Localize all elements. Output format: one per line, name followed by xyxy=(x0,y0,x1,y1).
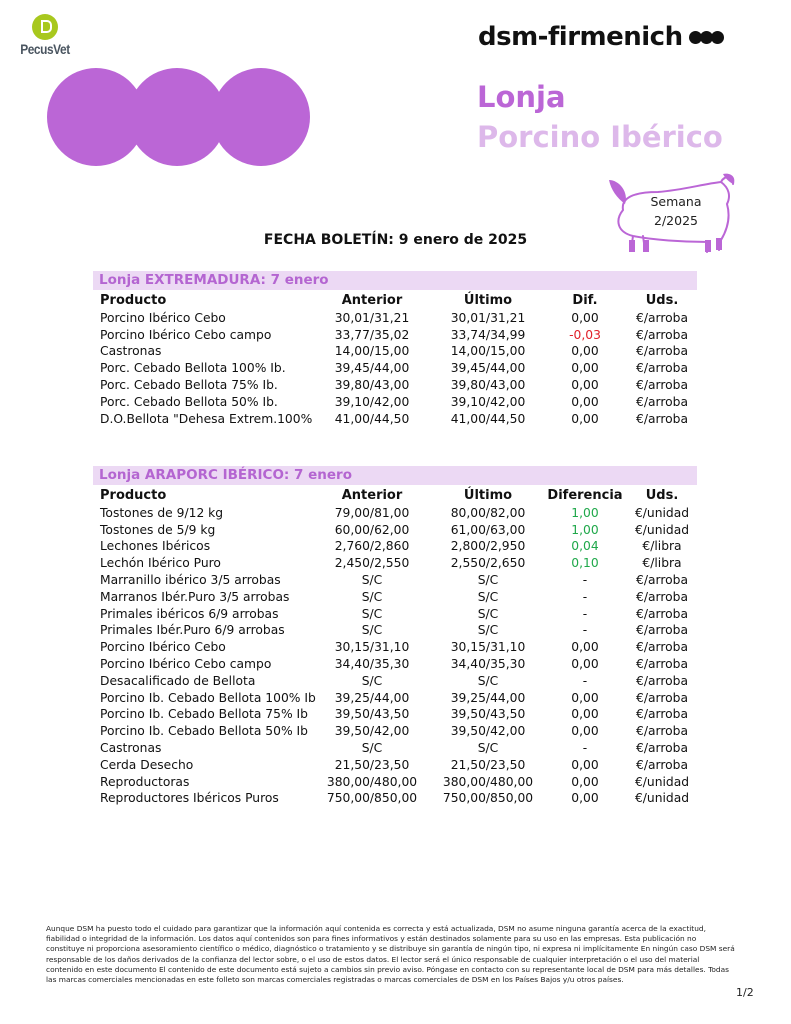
cell-latest: S/C xyxy=(477,589,499,604)
cell-units: €/libra xyxy=(642,556,682,571)
cell-previous: S/C xyxy=(361,572,383,587)
cell-previous: 21,50/23,50 xyxy=(334,757,410,772)
cell-previous: 380,00/480,00 xyxy=(326,774,418,789)
cell-previous: 2,450/2,550 xyxy=(334,556,410,571)
table-row xyxy=(100,572,700,589)
cell-units: €/arroba xyxy=(636,572,688,587)
cell-units: €/arroba xyxy=(636,394,688,409)
cell-latest: 21,50/23,50 xyxy=(450,757,526,772)
table-row xyxy=(100,690,700,707)
table-row xyxy=(100,411,700,428)
cell-units: €/arroba xyxy=(636,707,688,722)
cell-difference: - xyxy=(582,673,588,688)
price-table-araporc xyxy=(100,488,700,807)
cell-latest: 41,00/44,50 xyxy=(450,411,526,426)
section-header-extremadura xyxy=(93,271,697,290)
cell-units: €/unidad xyxy=(634,774,690,789)
table-header-row xyxy=(100,488,700,505)
cell-latest: S/C xyxy=(477,572,499,587)
section-title: Lonja ARAPORC IBÉRICO: 7 enero xyxy=(99,467,352,483)
pecusvet-logo-text: PecusVet xyxy=(20,41,70,57)
cell-previous: 39,50/43,50 xyxy=(334,707,410,722)
cell-product: Porcino Ib. Cebado Bellota 50% Ib xyxy=(100,724,308,739)
cell-product: Porcino Ib. Cebado Bellota 100% Ib xyxy=(100,690,316,705)
cell-previous: 39,10/42,00 xyxy=(334,394,410,409)
cell-difference: 0,00 xyxy=(571,690,599,705)
cell-product: Porcino Ibérico Cebo xyxy=(100,640,226,655)
cell-difference: 0,00 xyxy=(571,724,599,739)
table-row xyxy=(100,377,700,394)
cell-units: €/arroba xyxy=(636,673,688,688)
cell-units: €/arroba xyxy=(636,656,688,671)
cell-previous: 39,45/44,00 xyxy=(334,361,410,376)
cell-latest: S/C xyxy=(477,673,499,688)
table-row xyxy=(100,706,700,723)
cell-latest: 380,00/480,00 xyxy=(442,774,534,789)
cell-difference: - xyxy=(582,740,588,755)
table-row xyxy=(100,639,700,656)
table-row xyxy=(100,522,700,539)
cell-latest: 33,74/34,99 xyxy=(450,327,526,342)
cell-product: Marranos Ibér.Puro 3/5 arrobas xyxy=(100,589,290,604)
cell-units: €/arroba xyxy=(636,361,688,376)
cell-difference: 0,00 xyxy=(571,774,599,789)
column-header-difference: Diferencia xyxy=(547,488,623,503)
column-header-product: Producto xyxy=(100,293,167,308)
cell-units: €/unidad xyxy=(634,522,690,537)
cell-units: €/arroba xyxy=(636,724,688,739)
cell-units: €/arroba xyxy=(636,640,688,655)
cell-previous: 79,00/81,00 xyxy=(334,505,410,520)
cell-product: Porc. Cebado Bellota 50% Ib. xyxy=(100,394,278,409)
cell-previous: 60,00/62,00 xyxy=(334,522,410,537)
pecusvet-logo xyxy=(14,14,76,57)
column-header-units: Uds. xyxy=(645,488,679,503)
pecusvet-mark-icon xyxy=(32,14,58,40)
cell-product: Porcino Ibérico Cebo xyxy=(100,310,226,325)
cell-previous: S/C xyxy=(361,589,383,604)
cell-units: €/arroba xyxy=(636,740,688,755)
cell-units: €/arroba xyxy=(636,310,688,325)
table-row xyxy=(100,343,700,360)
column-header-previous: Anterior xyxy=(341,488,403,503)
cell-latest: 14,00/15,00 xyxy=(450,344,526,359)
cell-difference: 0,00 xyxy=(571,310,599,325)
cell-difference: -0,03 xyxy=(569,327,601,342)
cell-product: Primales Ibér.Puro 6/9 arrobas xyxy=(100,623,285,638)
cell-units: €/arroba xyxy=(636,690,688,705)
cell-difference: 0,10 xyxy=(571,556,599,571)
cell-product: Primales ibéricos 6/9 arrobas xyxy=(100,606,279,621)
cell-latest: 39,45/44,00 xyxy=(450,361,526,376)
cell-difference: 0,00 xyxy=(571,656,599,671)
cell-difference: - xyxy=(582,589,588,604)
page-title: Lonja xyxy=(477,80,566,114)
cell-previous: 14,00/15,00 xyxy=(334,344,410,359)
table-row xyxy=(100,310,700,327)
table-row xyxy=(100,673,700,690)
cell-previous: 30,01/31,21 xyxy=(334,310,410,325)
cell-product: Castronas xyxy=(100,344,162,359)
cell-product: Porcino Ibérico Cebo campo xyxy=(100,327,272,342)
cell-previous: 33,77/35,02 xyxy=(334,327,410,342)
week-value: 2/2025 xyxy=(654,213,698,228)
cell-units: €/arroba xyxy=(636,757,688,772)
cell-previous: S/C xyxy=(361,740,383,755)
cell-product: Desacalificado de Bellota xyxy=(100,673,256,688)
cell-difference: - xyxy=(582,623,588,638)
cell-previous: 39,25/44,00 xyxy=(334,690,410,705)
cell-difference: 1,00 xyxy=(571,505,599,520)
table-row xyxy=(100,505,700,522)
cell-difference: 0,00 xyxy=(571,757,599,772)
cell-latest: 750,00/850,00 xyxy=(442,791,534,806)
cell-previous: 39,80/43,00 xyxy=(334,377,410,392)
cell-previous: S/C xyxy=(361,623,383,638)
cell-latest: 30,15/31,10 xyxy=(450,640,526,655)
cell-difference: 0,00 xyxy=(571,640,599,655)
cell-product: Lechón Ibérico Puro xyxy=(100,556,221,571)
cell-latest: S/C xyxy=(477,606,499,621)
table-row xyxy=(100,538,700,555)
cell-product: Tostones de 5/9 kg xyxy=(100,522,216,537)
cell-previous: 41,00/44,50 xyxy=(334,411,410,426)
cell-product: Porc. Cebado Bellota 100% Ib. xyxy=(100,361,286,376)
page-subtitle: Porcino Ibérico xyxy=(477,120,723,154)
cell-previous: 34,40/35,30 xyxy=(334,656,410,671)
cell-latest: 39,80/43,00 xyxy=(450,377,526,392)
table-row xyxy=(100,774,700,791)
cell-latest: 2,550/2,650 xyxy=(450,556,526,571)
column-header-latest: Último xyxy=(463,293,513,308)
table-row xyxy=(100,622,700,639)
cell-product: Lechones Ibéricos xyxy=(100,539,211,554)
logo-dot-icon xyxy=(711,31,724,44)
cell-difference: 0,00 xyxy=(571,411,599,426)
cell-difference: 0,00 xyxy=(571,344,599,359)
cell-difference: - xyxy=(582,572,588,587)
column-header-previous: Anterior xyxy=(341,293,403,308)
dsm-firmenich-logo xyxy=(478,22,724,52)
section-title: Lonja EXTREMADURA: 7 enero xyxy=(99,272,329,288)
cell-difference: - xyxy=(582,606,588,621)
cell-product: Marranillo ibérico 3/5 arrobas xyxy=(100,572,281,587)
cell-units: €/arroba xyxy=(636,606,688,621)
cell-product: Cerda Desecho xyxy=(100,757,194,772)
cell-previous: 39,50/42,00 xyxy=(334,724,410,739)
week-badge xyxy=(640,192,712,230)
table-row xyxy=(100,360,700,377)
section-header-araporc xyxy=(93,466,697,485)
dsm-logo-text: dsm-firmenich xyxy=(478,22,683,52)
cell-difference: 0,04 xyxy=(571,539,599,554)
cell-previous: 30,15/31,10 xyxy=(334,640,410,655)
cell-latest: 39,10/42,00 xyxy=(450,394,526,409)
cell-product: D.O.Bellota "Dehesa Extrem.100% xyxy=(100,411,313,426)
cell-difference: 0,00 xyxy=(571,361,599,376)
cell-product: Porc. Cebado Bellota 75% Ib. xyxy=(100,377,278,392)
price-table-extremadura xyxy=(100,293,700,427)
table-row xyxy=(100,555,700,572)
table-row xyxy=(100,589,700,606)
cell-product: Reproductoras xyxy=(100,774,190,789)
table-row xyxy=(100,327,700,344)
cell-latest: 39,50/42,00 xyxy=(450,724,526,739)
cell-latest: S/C xyxy=(477,740,499,755)
decorative-circle xyxy=(212,68,310,166)
table-row xyxy=(100,606,700,623)
cell-difference: 0,00 xyxy=(571,791,599,806)
cell-previous: S/C xyxy=(361,673,383,688)
table-row xyxy=(100,740,700,757)
cell-product: Porcino Ibérico Cebo campo xyxy=(100,656,272,671)
cell-latest: 39,25/44,00 xyxy=(450,690,526,705)
disclaimer-text: Aunque DSM ha puesto todo el cuidado para garantizar que la información aquí contenida es correcta y está actualizada, DSM no asume ninguna garantía acerca de la exactitud, fiabilidad o integridad de la información. Los datos aquí contenidos son para fines informativos y están destinados solamente para su uso en las empresas. Esta publicación no constituye ni proporciona asesoramiento científico o médico, diagnóstico o tratamiento y se distribuye sin garantía de ningún tipo, ni expresa ni implícitamente En ningún caso DSM será responsable de los daños derivados de la confianza del lector sobre, o el uso de estos datos. El lector será el único responsable de cualquier interpretación o el uso del material contenido en este documento El contenido de este documento está sujeto a cambios sin previo aviso. Póngase en contacto con su representante local de DSM para más detalles. Todas las marcas comerciales mencionadas en este folleto son marcas comerciales registradas o marcas comerciales de DSM en los Países Bajos y/u otros países. xyxy=(46,924,735,985)
cell-previous: S/C xyxy=(361,606,383,621)
cell-latest: 34,40/35,30 xyxy=(450,656,526,671)
cell-product: Tostones de 9/12 kg xyxy=(100,505,224,520)
column-header-product: Producto xyxy=(100,488,167,503)
cell-difference: 0,00 xyxy=(571,394,599,409)
cell-units: €/arroba xyxy=(636,344,688,359)
cell-units: €/arroba xyxy=(636,377,688,392)
column-header-units: Uds. xyxy=(645,293,679,308)
cell-units: €/unidad xyxy=(634,791,690,806)
column-header-difference: Dif. xyxy=(572,293,598,308)
table-row xyxy=(100,757,700,774)
cell-product: Reproductores Ibéricos Puros xyxy=(100,791,279,806)
cell-difference: 0,00 xyxy=(571,707,599,722)
cell-latest: 39,50/43,50 xyxy=(450,707,526,722)
cell-units: €/arroba xyxy=(636,411,688,426)
table-header-row xyxy=(100,293,700,310)
week-label: Semana xyxy=(650,194,702,209)
cell-units: €/arroba xyxy=(636,623,688,638)
cell-product: Castronas xyxy=(100,740,162,755)
column-header-latest: Último xyxy=(463,488,513,503)
cell-latest: 2,800/2,950 xyxy=(450,539,526,554)
cell-latest: 80,00/82,00 xyxy=(450,505,526,520)
cell-units: €/unidad xyxy=(634,505,690,520)
cell-previous: 750,00/850,00 xyxy=(326,791,418,806)
cell-difference: 0,00 xyxy=(571,377,599,392)
cell-difference: 1,00 xyxy=(571,522,599,537)
cell-latest: S/C xyxy=(477,623,499,638)
cell-latest: 30,01/31,21 xyxy=(450,310,526,325)
page-number: 1/2 xyxy=(736,986,754,999)
cell-latest: 61,00/63,00 xyxy=(450,522,526,537)
cell-units: €/libra xyxy=(642,539,682,554)
cell-product: Porcino Ib. Cebado Bellota 75% Ib xyxy=(100,707,308,722)
cell-units: €/arroba xyxy=(636,589,688,604)
bulletin-date: FECHA BOLETÍN: 9 enero de 2025 xyxy=(263,232,528,248)
table-row xyxy=(100,394,700,411)
table-row xyxy=(100,656,700,673)
table-row xyxy=(100,790,700,807)
cell-units: €/arroba xyxy=(636,327,688,342)
table-row xyxy=(100,723,700,740)
cell-previous: 2,760/2,860 xyxy=(334,539,410,554)
